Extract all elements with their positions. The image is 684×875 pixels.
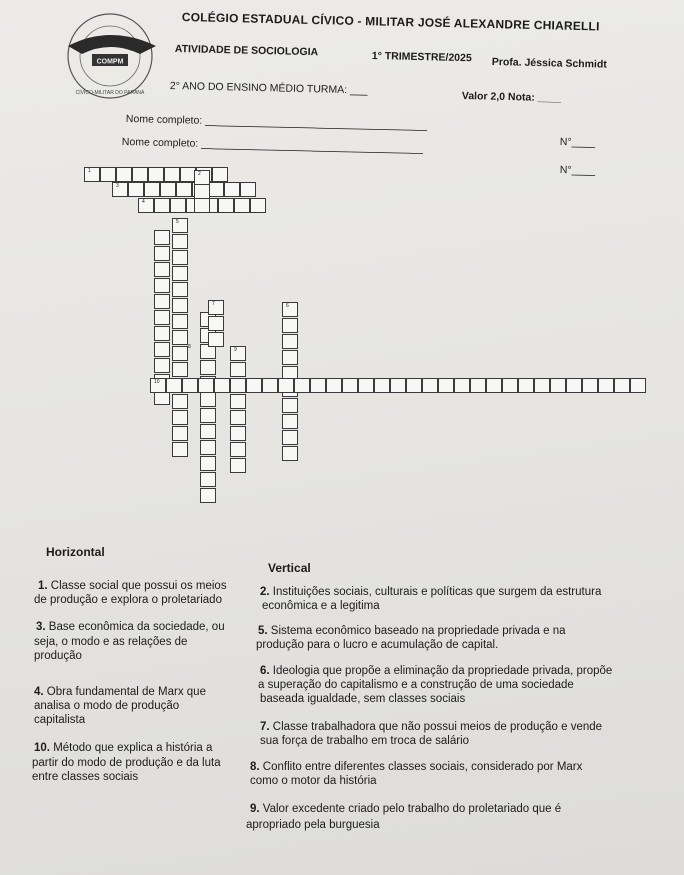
crossword-cell[interactable] [172, 266, 188, 281]
crossword-cell[interactable] [250, 198, 266, 213]
crossword-cell[interactable] [282, 350, 298, 365]
vertical-clues-title: Vertical [268, 561, 311, 575]
clue-line: 6. Ideologia que propõe a eliminação da propriedade privada, propõe [260, 665, 613, 677]
crossword-cell[interactable] [218, 198, 234, 213]
crossword-cell[interactable] [128, 182, 144, 197]
crossword-cell[interactable] [172, 330, 188, 345]
crossword-cell[interactable] [208, 300, 224, 315]
clue-line: 4. Obra fundamental de Marx que [34, 686, 206, 698]
horizontal-clues-title: Horizontal [46, 545, 105, 559]
full-name-field-1[interactable]: Nome completo: ______________________________________ [125, 113, 428, 132]
crossword-cell[interactable] [358, 378, 374, 393]
clue-line: 8. Conflito entre diferentes classes sociais, considerado por Marx [250, 761, 583, 773]
crossword-cell[interactable] [172, 346, 188, 361]
crossword-number-10: 10 [154, 379, 160, 385]
crossword-cell[interactable] [208, 316, 224, 331]
crossword-cell[interactable] [198, 378, 214, 393]
clue-line: 3. Base econômica da sociedade, ou [36, 621, 225, 633]
crossword-cell[interactable] [282, 446, 298, 461]
crossword-number-1: 1 [88, 168, 91, 174]
crossword-cell[interactable] [170, 198, 186, 213]
crossword-cell[interactable] [406, 378, 422, 393]
crossword-cell[interactable] [282, 318, 298, 333]
crossword-cell[interactable] [234, 198, 250, 213]
crossword-cell[interactable] [172, 218, 188, 233]
crossword-number-3: 3 [116, 183, 119, 189]
crossword-cell[interactable] [154, 262, 170, 277]
crossword-cell[interactable] [550, 378, 566, 393]
crossword-cell[interactable] [164, 167, 180, 182]
crossword-cell[interactable] [212, 167, 228, 182]
clue-line: sua força de trabalho em troca de salário [260, 735, 470, 747]
crossword-cell[interactable] [230, 394, 246, 409]
crossword-cell[interactable] [154, 326, 170, 341]
crossword-cell[interactable] [194, 170, 210, 185]
clue-line: analisa o modo de produção [34, 700, 180, 712]
teacher-name: Profa. Jéssica Schmidt [491, 56, 607, 71]
crossword-cell[interactable] [502, 378, 518, 393]
clue-line: seja, o modo e as relações de [34, 636, 188, 648]
crossword-cell[interactable] [282, 302, 298, 317]
crossword-cell[interactable] [208, 332, 224, 347]
crossword-number-8: 8 [188, 344, 191, 350]
activity-title: ATIVIDADE DE SOCIOLOGIA [174, 43, 319, 59]
crossword-cell[interactable] [518, 378, 534, 393]
crossword-cell[interactable] [172, 394, 188, 409]
crossword-cell[interactable] [166, 378, 182, 393]
crossword-cell[interactable] [160, 182, 176, 197]
crossword-cell[interactable] [200, 456, 216, 471]
crossword-cell[interactable] [342, 378, 358, 393]
crossword-cell[interactable] [84, 167, 100, 182]
clue-line: 5. Sistema econômico baseado na propriedade privada e na [258, 625, 566, 637]
crossword-cell[interactable] [154, 278, 170, 293]
crossword-cell[interactable] [200, 360, 216, 375]
crossword-cell[interactable] [582, 378, 598, 393]
crossword-number-7: 7 [212, 301, 215, 307]
crossword-cell[interactable] [172, 410, 188, 425]
crossword-cell[interactable] [534, 378, 550, 393]
crossword-cell[interactable] [282, 334, 298, 349]
clue-line: de produção e explora o proletariado [34, 594, 222, 606]
clue-line: entre classes sociais [32, 771, 139, 783]
clue-line: baseada igualdade, sem classes sociais [260, 693, 466, 705]
crossword-cell[interactable] [172, 442, 188, 457]
crossword-cell[interactable] [116, 167, 132, 182]
trimester-label: 1° TRIMESTRE/2025 [371, 50, 472, 65]
clue-line: apropriado pela burguesia [246, 819, 380, 831]
crossword-cell[interactable] [614, 378, 630, 393]
student-number-field-1[interactable]: N°____ [559, 136, 596, 149]
crossword-cell[interactable] [200, 424, 216, 439]
clue-line: produção [34, 650, 82, 662]
crossword-cell[interactable] [454, 378, 470, 393]
value-grade-field[interactable]: Valor 2,0 Nota: ____ [461, 90, 562, 105]
crossword-cell[interactable] [230, 362, 246, 377]
school-emblem-logo [60, 6, 164, 102]
clue-line: 1. Classe social que possui os meios [38, 580, 227, 592]
crossword-cell[interactable] [172, 426, 188, 441]
logo-ring-text: CÍVICO-MILITAR DO PARANÁ [75, 90, 145, 96]
crossword-cell[interactable] [154, 246, 170, 261]
crossword-cell[interactable] [470, 378, 486, 393]
crossword-cell[interactable] [154, 198, 170, 213]
crossword-cell[interactable] [224, 182, 240, 197]
crossword-cell[interactable] [112, 182, 128, 197]
crossword-cell[interactable] [154, 230, 170, 245]
crossword-cell[interactable] [172, 314, 188, 329]
crossword-cell[interactable] [144, 182, 160, 197]
crossword-cell[interactable] [194, 184, 210, 199]
crossword-cell[interactable] [200, 392, 216, 407]
grade-class-field[interactable]: 2° ANO DO ENSINO MÉDIO TURMA: ___ [169, 80, 368, 97]
crossword-cell[interactable] [194, 198, 210, 213]
crossword-cell[interactable] [100, 167, 116, 182]
crossword-cell[interactable] [172, 282, 188, 297]
crossword-cell[interactable] [132, 167, 148, 182]
crossword-cell[interactable] [230, 378, 246, 393]
crossword-cell[interactable] [200, 440, 216, 455]
school-name: COLÉGIO ESTADUAL CÍVICO - MILITAR JOSÉ ALEXANDRE CHIARELLI [181, 10, 600, 34]
crossword-cell[interactable] [200, 472, 216, 487]
crossword-cell[interactable] [176, 182, 192, 197]
crossword-cell[interactable] [200, 488, 216, 503]
clue-line: como o motor da história [250, 775, 377, 787]
crossword-cell[interactable] [282, 398, 298, 413]
crossword-cell[interactable] [598, 378, 614, 393]
crossword-cell[interactable] [422, 378, 438, 393]
crossword-cell[interactable] [172, 234, 188, 249]
crossword-number-9: 9 [234, 347, 237, 353]
crossword-cell[interactable] [172, 250, 188, 265]
crossword-cell[interactable] [148, 167, 164, 182]
crossword-cell[interactable] [172, 362, 188, 377]
clue-line: 10. Método que explica a história a [34, 742, 213, 754]
crossword-cell[interactable] [262, 378, 278, 393]
logo-text: COMPM [96, 58, 124, 66]
clue-line: 9. Valor excedente criado pelo trabalho do proletariado que é [250, 803, 562, 815]
crossword-cell[interactable] [438, 378, 454, 393]
crossword-cell[interactable] [154, 294, 170, 309]
clue-line: capitalista [34, 714, 86, 726]
crossword-number-4: 4 [142, 199, 145, 205]
clue-line: produção para o lucro e acumulação de capital. [256, 639, 499, 651]
crossword-cell[interactable] [230, 442, 246, 457]
crossword-cell[interactable] [246, 378, 262, 393]
full-name-field-2[interactable]: Nome completo: ______________________________________ [121, 136, 424, 155]
crossword-cell[interactable] [154, 358, 170, 373]
crossword-cell[interactable] [230, 410, 246, 425]
clue-line: econômica e a legitima [262, 600, 380, 612]
crossword-cell[interactable] [182, 378, 198, 393]
crossword-cell[interactable] [208, 182, 224, 197]
crossword-cell[interactable] [138, 198, 154, 213]
crossword-cell[interactable] [326, 378, 342, 393]
crossword-cell[interactable] [390, 378, 406, 393]
crossword-cell[interactable] [214, 378, 230, 393]
crossword-cell[interactable] [154, 310, 170, 325]
crossword-number-6: 6 [286, 303, 289, 309]
student-number-field-2[interactable]: N°____ [559, 164, 596, 177]
clue-line: 7. Classe trabalhadora que não possui meios de produção e vende [260, 721, 603, 733]
crossword-cell[interactable] [374, 378, 390, 393]
crossword-cell[interactable] [566, 378, 582, 393]
crossword-cell[interactable] [310, 378, 326, 393]
crossword-number-2: 2 [198, 171, 201, 177]
crossword-number-5: 5 [176, 219, 179, 225]
crossword-cell[interactable] [282, 414, 298, 429]
crossword-cell[interactable] [294, 378, 310, 393]
crossword-cell[interactable] [278, 378, 294, 393]
crossword-cell[interactable] [282, 430, 298, 445]
crossword-cell[interactable] [230, 458, 246, 473]
crossword-cell[interactable] [200, 408, 216, 423]
clue-line: partir do modo de produção e da luta [32, 757, 221, 769]
crossword-cell[interactable] [154, 342, 170, 357]
crossword-cell[interactable] [172, 298, 188, 313]
crossword-cell[interactable] [630, 378, 646, 393]
clue-line: a superação do capitalismo e a construção de uma sociedade [258, 679, 574, 691]
crossword-cell[interactable] [240, 182, 256, 197]
crossword-cell[interactable] [486, 378, 502, 393]
clue-line: 2. Instituições sociais, culturais e políticas que surgem da estrutura [260, 586, 602, 598]
crossword-cell[interactable] [230, 346, 246, 361]
crossword-cell[interactable] [230, 426, 246, 441]
